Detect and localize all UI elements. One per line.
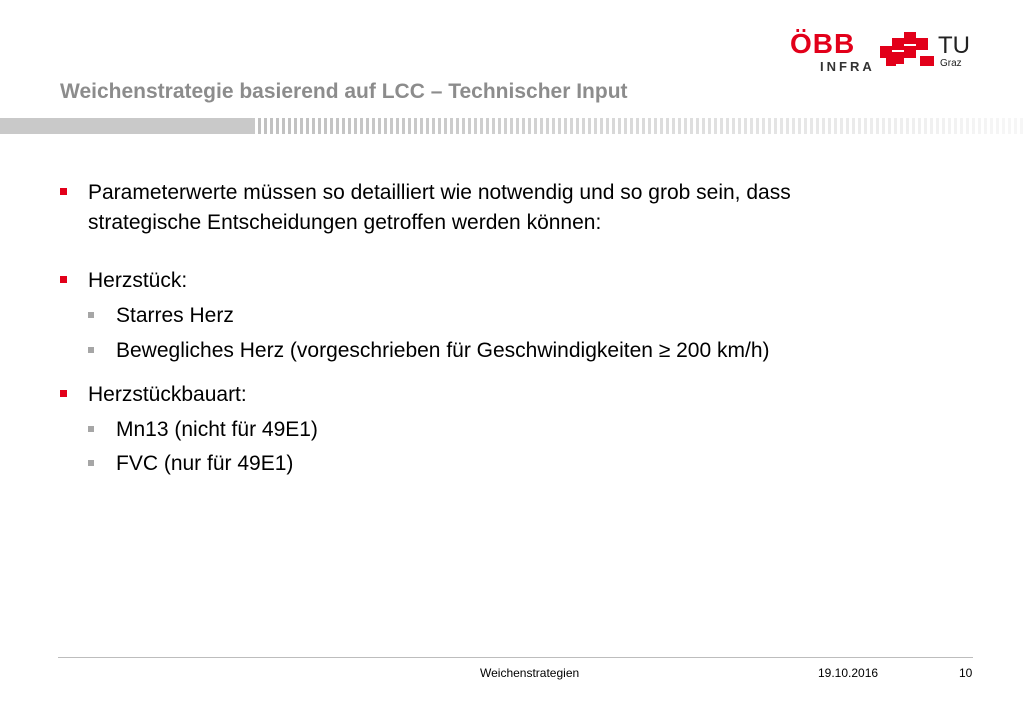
gray-square-bullet-icon <box>88 312 94 318</box>
bullet-line: Parameterwerte müssen so detailliert wie notwendig und so grob sein, dass <box>88 181 791 204</box>
page-number: 10 <box>959 666 973 680</box>
graz-logo-text: Graz <box>940 58 962 69</box>
obb-logo-text: ÖBB <box>790 28 856 59</box>
obb-infra-logo <box>790 30 880 74</box>
sub-bullet-text: FVC (nur für 49E1) <box>116 452 294 475</box>
sub-bullet-text: Starres Herz <box>116 304 234 327</box>
footer-date: 19.10.2016 <box>818 666 879 680</box>
gray-square-bullet-icon <box>88 460 94 466</box>
sub-bullet-text: Mn13 (nicht für 49E1) <box>116 418 318 441</box>
slide-title: Weichenstrategie basierend auf LCC – Technischer Input <box>60 80 628 103</box>
bullet-text <box>88 178 791 238</box>
sub-bullet-text: Bewegliches Herz (vorgeschrieben für Geschwindigkeiten ≥ 200 km/h) <box>116 339 770 362</box>
red-square-bullet-icon <box>60 276 67 283</box>
footer-divider <box>58 657 973 658</box>
tu-graz-blocks-icon <box>880 32 938 72</box>
gray-square-bullet-icon <box>88 347 94 353</box>
bullet-text: Herzstück: <box>88 269 188 292</box>
bullet-text: Herzstückbauart: <box>88 383 247 406</box>
red-square-bullet-icon <box>60 390 67 397</box>
red-square-bullet-icon <box>60 188 67 195</box>
footer-topic: Weichenstrategien <box>480 666 580 680</box>
tu-graz-logo <box>880 32 980 74</box>
infra-logo-text: INFRA <box>820 59 875 74</box>
gray-square-bullet-icon <box>88 426 94 432</box>
bullet-line: strategische Entscheidungen getroffen werden können: <box>88 211 602 234</box>
title-divider-stripe <box>0 118 1024 134</box>
tu-logo-text: TU <box>938 32 970 59</box>
